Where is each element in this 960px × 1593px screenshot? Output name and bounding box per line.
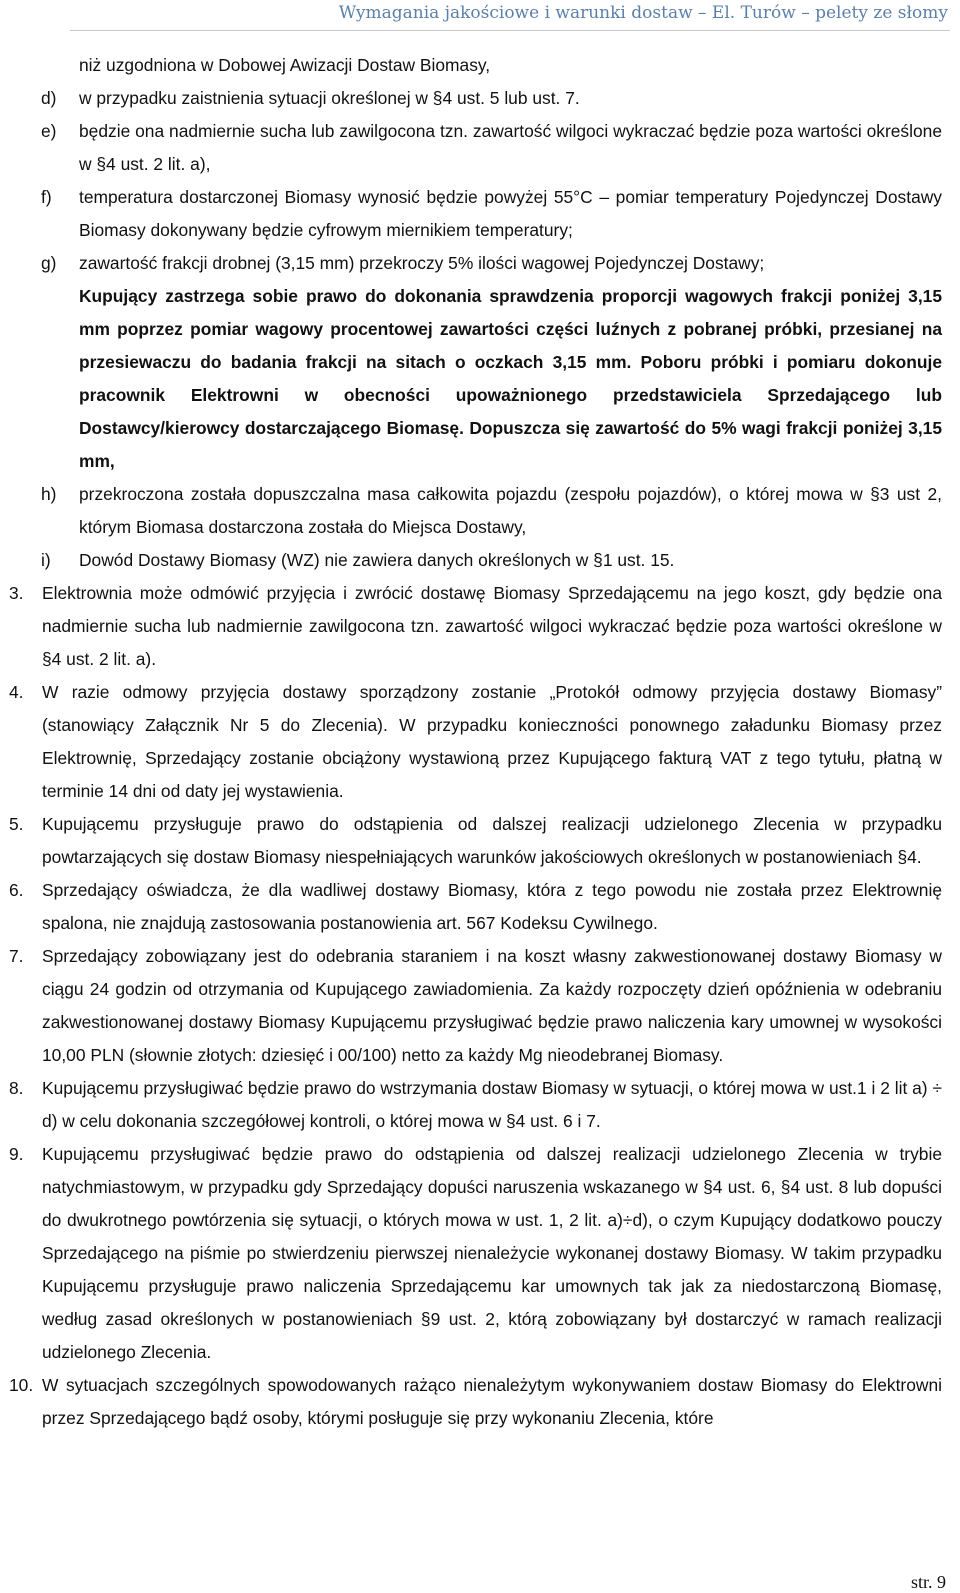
- item-number: 4.: [9, 682, 24, 702]
- item-marker: g): [41, 253, 57, 273]
- numbered-item: [0, 676, 960, 808]
- numbered-item: [0, 1072, 960, 1138]
- item-number: 6.: [9, 880, 24, 900]
- item-text: niż uzgodniona w Dobowej Awizacji Dostaw Biomasy,: [79, 55, 491, 75]
- item-number: 7.: [9, 946, 24, 966]
- item-text: Sprzedający zobowiązany jest do odebrania staraniem i na koszt własny zakwestionowanej dostawy Biomasy w ciągu 24 godzin od otrzymania od Kupującego zawiadomienia. Za każdy rozpoczęty dzień opóźnienia w odebraniu zakwestionowanej dostawy Biomasy Kupującemu przysługiwać będzie prawo naliczenia kary umownej w wysokości 10,00 PLN (słownie złotych: dziesięć i 00/100) netto za każdy Mg nieodebranej Biomasy.: [42, 946, 942, 1065]
- item-marker: i): [41, 550, 51, 570]
- item-number: 10.: [9, 1375, 34, 1395]
- item-number: 9.: [9, 1144, 24, 1164]
- item-number: 5.: [9, 814, 24, 834]
- item-text: Kupującemu przysługuje prawo do odstąpienia od dalszej realizacji udzielonego Zlecenia w przypadku powtarzających się dostaw Biomasy niespełniających warunków jakościowych określonych w postanowieniach §4.: [42, 814, 942, 867]
- list-item: [0, 247, 960, 280]
- numbered-item: [0, 874, 960, 940]
- list-item: [0, 82, 960, 115]
- document-body: [0, 49, 960, 1435]
- item-text: Kupującemu przysługiwać będzie prawo do odstąpienia od dalszej realizacji udzielonego Zlecenia w trybie natychmiastowym, w przypadku gdy Sprzedający dopuści naruszenia wskazanego w §4 ust. 6, §4 ust. 8 lub dopuści do dwukrotnego powtórzenia się sytuacji, o których mowa w ust. 1, 2 lit. a)÷d), o czym Kupujący dodatkowo pouczy Sprzedającego na piśmie po stwierdzeniu pierwszej nienależycie wykonanej dostawy Biomasy. W takim przypadku Kupującemu przysługuje prawo naliczenia Sprzedającemu kar umownych tak jak za niedostarczoną Biomasę, według zasad określonych w postanowieniach §9 ust. 2, którą zobowiązany był dostarczyć w ramach realizacji udzielonego Zlecenia.: [42, 1144, 942, 1362]
- numbered-item: [0, 940, 960, 1072]
- item-text: w przypadku zaistnienia sytuacji określonej w §4 ust. 5 lub ust. 7.: [79, 88, 580, 108]
- item-marker: d): [41, 88, 57, 108]
- numbered-item: [0, 1138, 960, 1369]
- item-text: zawartość frakcji drobnej (3,15 mm) przekroczy 5% ilości wagowej Pojedynczej Dostawy;: [79, 253, 765, 273]
- item-number: 8.: [9, 1078, 24, 1098]
- item-text: temperatura dostarczonej Biomasy wynosić będzie powyżej 55°C – pomiar temperatury Pojedynczej Dostawy Biomasy dokonywany będzie cyfrowym miernikiem temperatury;: [79, 187, 942, 240]
- item-text: Dowód Dostawy Biomasy (WZ) nie zawiera danych określonych w §1 ust. 15.: [79, 550, 675, 570]
- page-number: str. 9: [910, 1572, 946, 1592]
- item-number: 3.: [9, 583, 24, 603]
- list-item: [0, 544, 960, 577]
- list-item: [0, 478, 960, 544]
- item-text: będzie ona nadmiernie sucha lub zawilgocona tzn. zawartość wilgoci wykraczać będzie poza wartości określone w §4 ust. 2 lit. a),: [79, 121, 942, 174]
- item-text: przekroczona została dopuszczalna masa całkowita pojazdu (zespołu pojazdów), o której mowa w §3 ust 2, którym Biomasa dostarczona została do Miejsca Dostawy,: [79, 484, 942, 537]
- numbered-item: [0, 808, 960, 874]
- list-item: [0, 115, 960, 181]
- item-marker: f): [41, 187, 52, 207]
- item-marker: h): [41, 484, 57, 504]
- item-text: W sytuacjach szczególnych spowodowanych rażąco nienależytym wykonywaniem dostaw Biomasy do Elektrowni przez Sprzedającego bądź osoby, którymi posługuje się przy wykonaniu Zlecenia, które: [42, 1375, 942, 1428]
- list-item: [0, 181, 960, 247]
- numbered-item: [0, 1369, 960, 1435]
- item-text: W razie odmowy przyjęcia dostawy sporządzony zostanie „Protokół odmowy przyjęcia dostawy Biomasy” (stanowiący Załącznik Nr 5 do Zlecenia). W przypadku konieczności ponownego załadunku Biomasy przez Elektrownię, Sprzedający zostanie obciążony wystawioną przez Kupującego fakturą VAT z tego tytułu, płatną w terminie 14 dni od daty jej wystawienia.: [42, 682, 942, 801]
- item-text: Elektrownia może odmówić przyjęcia i zwrócić dostawę Biomasy Sprzedającemu na jego koszt, gdy będzie ona nadmiernie sucha lub nadmiernie zawilgocona tzn. zawartość wilgoci wykraczać będzie poza wartości określone w §4 ust. 2 lit. a).: [42, 583, 942, 669]
- item-text: Kupującemu przysługiwać będzie prawo do wstrzymania dostaw Biomasy w sytuacji, o której mowa w ust.1 i 2 lit a) ÷ d) w celu dokonania szczegółowej kontroli, o której mowa w §4 ust. 6 i 7.: [42, 1078, 942, 1131]
- running-header: Wymagania jakościowe i warunki dostaw – El. Turów – pelety ze słomy: [338, 3, 948, 23]
- list-item: [0, 49, 960, 82]
- item-marker: e): [41, 121, 57, 141]
- bold-clause: Kupujący zastrzega sobie prawo do dokonania sprawdzenia proporcji wagowych frakcji poniżej 3,15 mm poprzez pomiar wagowy procentowej zawartości części luźnych z pobranej próbki, przesianej na przesiewaczu do badania frakcji na sitach o oczkach 3,15 mm. Poboru próbki i pomiaru dokonuje pracownik Elektrowni w obecności upoważnionego przedstawiciela Sprzedającego lub Dostawcy/kierowcy dostarczającego Biomasę. Dopuszcza się zawartość do 5% wagi frakcji poniżej 3,15 mm,: [79, 286, 942, 471]
- header-rule: [70, 30, 950, 31]
- item-text: Sprzedający oświadcza, że dla wadliwej dostawy Biomasy, która z tego powodu nie została przez Elektrownię spalona, nie znajdują zastosowania postanowienia art. 567 Kodeksu Cywilnego.: [42, 880, 942, 933]
- numbered-item: [0, 577, 960, 676]
